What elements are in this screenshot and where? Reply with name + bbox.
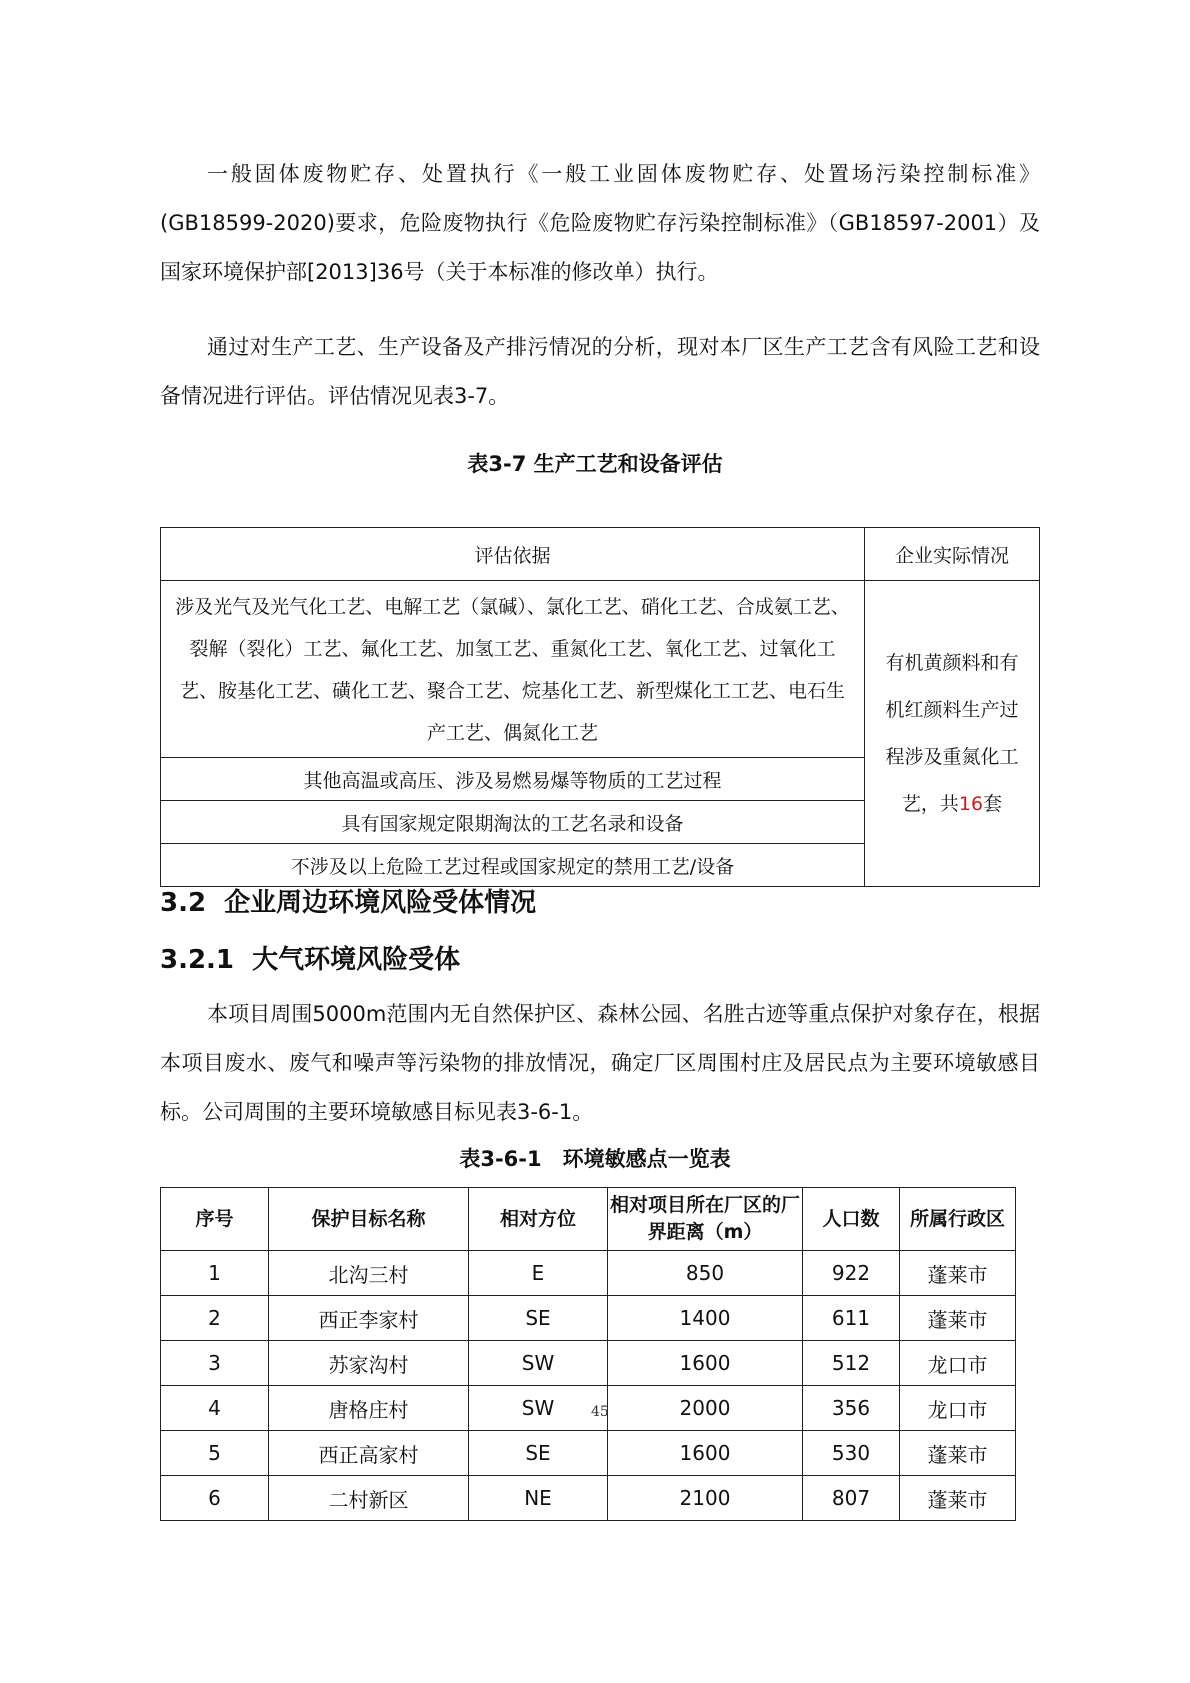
criteria-hazardous-processes: 涉及光气及光气化工艺、电解工艺（氯碱）、氯化工艺、硝化工艺、合成氨工艺、裂解（裂化）工艺、氟化工艺、加氢工艺、重氮化工艺、氧化工艺、过氧化工艺、胺基化工艺、磺化工艺、聚合工艺、烷基化工艺、新型煤化工工艺、电石生产工艺、偶氮化工艺 [161,581,865,758]
cell-distance: 850 [608,1251,803,1296]
section-number: 3.2 [160,888,207,918]
process-set-count: 16 [958,792,984,815]
table-row [161,1341,1016,1386]
table-header-row [161,528,1040,581]
table-row [161,1296,1016,1341]
criteria-phase-out-list: 具有国家规定限期淘汰的工艺名录和设备 [161,801,865,844]
cell-target-name: 唐格庄村 [269,1386,469,1431]
section-heading-3-2 [160,882,536,919]
table-row [161,1476,1016,1521]
cell-population: 356 [803,1386,900,1431]
section-title: 大气环境风险受体 [252,945,461,975]
process-equipment-assessment-table [160,527,1040,887]
cell-direction: SE [469,1431,608,1476]
table-3-6-1-caption: 表3-6-1 环境敏感点一览表 [459,1147,731,1171]
header-actual-situation: 企业实际情况 [865,528,1040,581]
cell-direction: SE [469,1296,608,1341]
cell-serial: 6 [161,1476,269,1521]
header-admin-region: 所属行政区 [900,1188,1016,1251]
cell-serial: 2 [161,1296,269,1341]
cell-target-name: 西正李家村 [269,1296,469,1341]
section-title: 企业周边环境风险受体情况 [224,888,537,918]
actual-situation-text: 有机黄颜料和有机红颜料生产过程涉及重氮化工艺，共 [885,651,1019,815]
cell-direction: E [469,1251,608,1296]
cell-admin-region: 蓬莱市 [900,1431,1016,1476]
header-serial: 序号 [161,1188,269,1251]
cell-distance: 2000 [608,1386,803,1431]
paragraph-sensitive-targets: 本项目周围5000m范围内无自然保护区、森林公园、名胜古迹等重点保护对象存在，根据本项目废水、废气和噪声等污染物的排放情况，确定厂区周围村庄及居民点为主要环境敏感目标。公司周围的主要环境敏感目标见表3-6-1。 [160,1002,1040,1124]
paragraph-process-assessment: 通过对生产工艺、生产设备及产排污情况的分析，现对本厂区生产工艺含有风险工艺和设备情况进行评估。评估情况见表3-7。 [160,335,1040,408]
cell-distance: 2100 [608,1476,803,1521]
cell-serial: 4 [161,1386,269,1431]
cell-population: 530 [803,1431,900,1476]
cell-distance: 1600 [608,1341,803,1386]
page-number: 45 [591,1404,609,1420]
cell-admin-region: 蓬莱市 [900,1296,1016,1341]
cell-admin-region: 蓬莱市 [900,1251,1016,1296]
criteria-none: 不涉及以上危险工艺过程或国家规定的禁用工艺/设备 [161,844,865,887]
cell-serial: 5 [161,1431,269,1476]
cell-serial: 3 [161,1341,269,1386]
header-population: 人口数 [803,1188,900,1251]
cell-direction: SW [469,1341,608,1386]
table-row [161,1251,1016,1296]
cell-admin-region: 龙口市 [900,1341,1016,1386]
table-row [161,1431,1016,1476]
cell-population: 807 [803,1476,900,1521]
cell-population: 922 [803,1251,900,1296]
cell-population: 611 [803,1296,900,1341]
header-direction: 相对方位 [469,1188,608,1251]
cell-target-name: 北沟三村 [269,1251,469,1296]
section-number: 3.2.1 [160,945,235,975]
actual-situation-suffix: 套 [983,792,1003,815]
table-row [161,1386,1016,1431]
cell-distance: 1400 [608,1296,803,1341]
cell-distance: 1600 [608,1431,803,1476]
header-target-name: 保护目标名称 [269,1188,469,1251]
criteria-high-temp-pressure: 其他高温或高压、涉及易燃易爆等物质的工艺过程 [161,758,865,801]
cell-target-name: 苏家沟村 [269,1341,469,1386]
table-3-7-caption: 表3-7 生产工艺和设备评估 [467,452,723,476]
cell-direction: NE [469,1476,608,1521]
cell-admin-region: 龙口市 [900,1386,1016,1431]
paragraph-solid-waste-standard: 一般固体废物贮存、处置执行《一般工业固体废物贮存、处置场污染控制标准》(GB18599-2020)要求，危险废物执行《危险废物贮存污染控制标准》（GB18597-2001）及国家环境保护部[2013]36号（关于本标准的修改单）执行。 [160,162,1040,284]
sensitive-targets-table [160,1187,1016,1521]
actual-situation-cell [865,581,1040,887]
cell-admin-region: 蓬莱市 [900,1476,1016,1521]
cell-serial: 1 [161,1251,269,1296]
section-heading-3-2-1 [160,939,460,976]
header-distance: 相对项目所在厂区的厂界距离（m） [608,1188,803,1251]
cell-population: 512 [803,1341,900,1386]
cell-direction: SW [469,1386,608,1431]
cell-target-name: 西正高家村 [269,1431,469,1476]
table-header-row [161,1188,1016,1251]
header-criteria: 评估依据 [161,528,865,581]
cell-target-name: 二村新区 [269,1476,469,1521]
table-row [161,581,1040,758]
